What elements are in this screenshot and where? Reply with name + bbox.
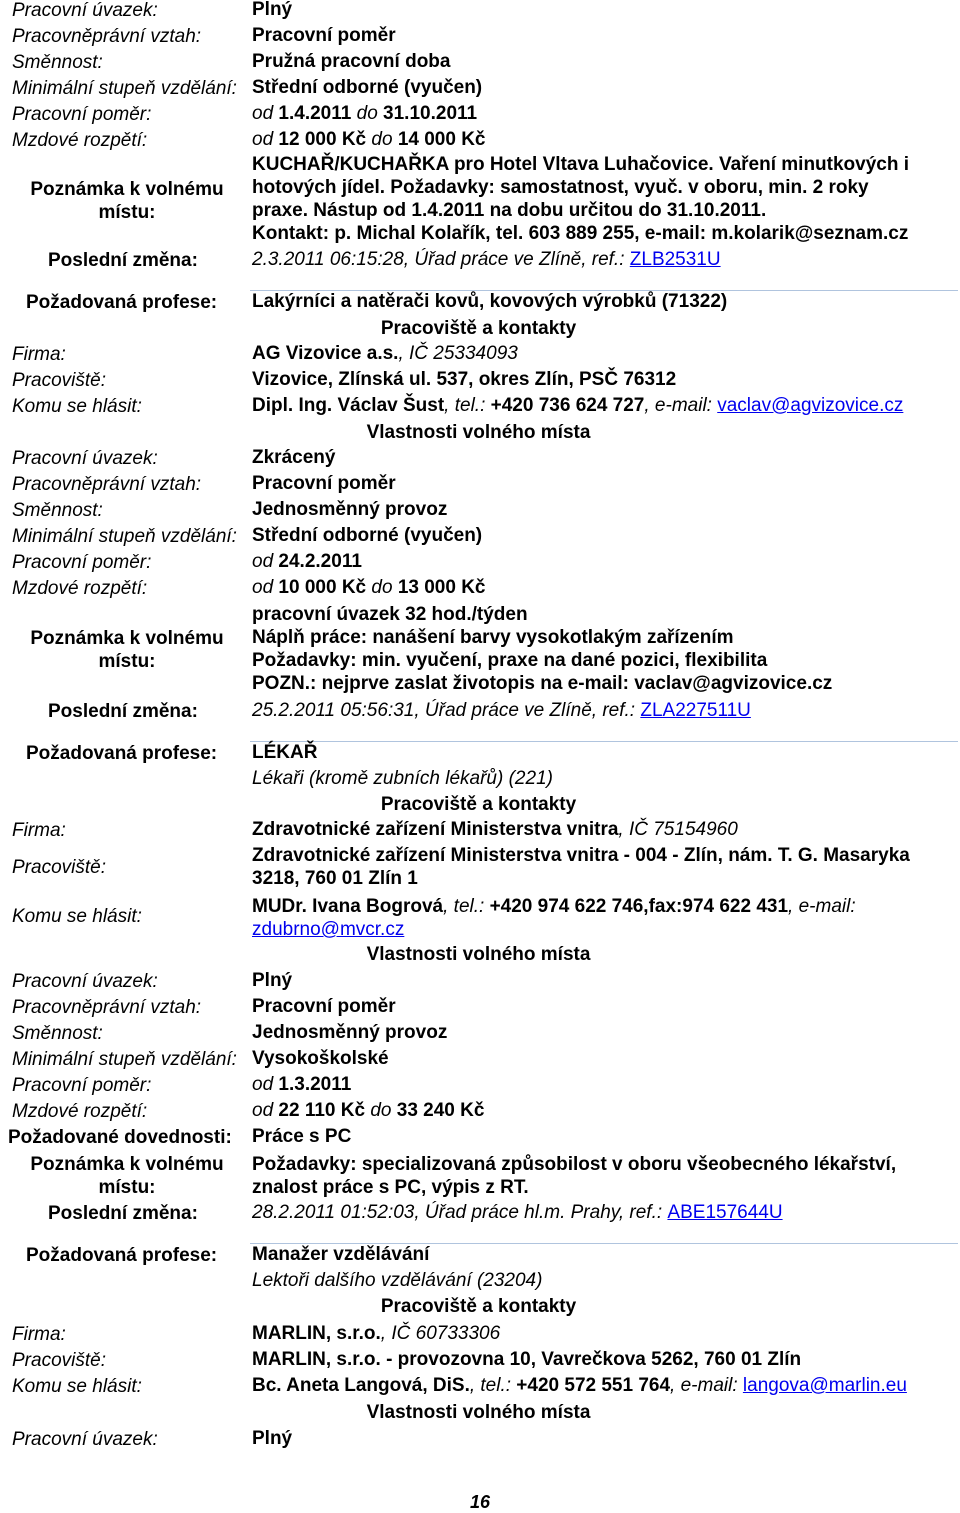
pomer-label: Pracovní poměr: bbox=[12, 552, 152, 573]
vzdelani-label: Minimální stupeň vzdělání: bbox=[12, 526, 237, 547]
profese-value: Lakýrníci a natěrači kovů, kovových výrobků (71322) bbox=[252, 291, 728, 312]
komu-label: Komu se hlásit: bbox=[12, 396, 142, 417]
section-vlastnosti: Vlastnosti volného místa bbox=[366, 422, 591, 443]
pracoviste-value: MARLIN, s.r.o. - provozovna 10, Vavrečkova 5262, 760 01 Zlín bbox=[252, 1349, 802, 1370]
mzda-label: Mzdové rozpětí: bbox=[12, 130, 148, 151]
pracoviste-label: Pracoviště: bbox=[12, 857, 106, 878]
pracoviste-value: Vizovice, Zlínská ul. 537, okres Zlín, PSČ 76312 bbox=[252, 369, 677, 390]
zmena-value: 25.2.2011 05:56:31, Úřad práce ve Zlíně, ref.: ZLA227511U bbox=[252, 700, 751, 721]
vztah-label: Pracovněprávní vztah: bbox=[12, 26, 202, 47]
ref-link[interactable]: ABE157644U bbox=[667, 1202, 783, 1223]
mzda-label: Mzdové rozpětí: bbox=[12, 578, 148, 599]
section-vlastnosti: Vlastnosti volného místa bbox=[366, 944, 591, 965]
vzdelani-value: Vysokoškolské bbox=[252, 1048, 389, 1069]
dovednosti-value: Práce s PC bbox=[252, 1126, 352, 1147]
pracoviste-label: Pracoviště: bbox=[12, 1350, 106, 1371]
komu-label: Komu se hlásit: bbox=[12, 906, 142, 927]
komu-value: Dipl. Ing. Václav Šust, tel.: +420 736 624 727, e-mail: vaclav@agvizovice.cz bbox=[252, 395, 904, 416]
section-kontakty: Pracoviště a kontakty bbox=[380, 318, 577, 339]
ref-link[interactable]: ZLB2531U bbox=[629, 249, 721, 270]
zmena-label: Poslední změna: bbox=[48, 250, 198, 271]
firma-label: Firma: bbox=[12, 344, 66, 365]
section-kontakty: Pracoviště a kontakty bbox=[380, 794, 577, 815]
mzda-value: od 22 110 Kč do 33 240 Kč bbox=[252, 1100, 485, 1121]
uvazek-value: Plný bbox=[252, 1428, 293, 1449]
firma-value: AG Vizovice a.s., IČ 25334093 bbox=[252, 343, 518, 364]
mzda-label: Mzdové rozpětí: bbox=[12, 1101, 148, 1122]
komu-value: MUDr. Ivana Bogrová, tel.: +420 974 622 746,fax:974 622 431, e-mail: zdubrno@mvcr.cz bbox=[252, 896, 856, 940]
vztah-label: Pracovněprávní vztah: bbox=[12, 474, 202, 495]
email-link[interactable]: zdubrno@mvcr.cz bbox=[252, 919, 405, 940]
vzdelani-label: Minimální stupeň vzdělání: bbox=[12, 78, 237, 99]
poznamka-value: Požadavky: specializovaná způsobilost v oboru všeobecného lékařství, znalost práce s PC, výpis z RT. bbox=[252, 1154, 897, 1198]
firma-label: Firma: bbox=[12, 820, 66, 841]
profese-value: Manažer vzdělávání bbox=[252, 1244, 430, 1265]
komu-value: Bc. Aneta Langová, DiS., tel.: +420 572 551 764, e-mail: langova@marlin.eu bbox=[252, 1375, 907, 1396]
dovednosti-label: Požadované dovednosti: bbox=[8, 1127, 232, 1148]
profese-label: Požadovaná profese: bbox=[26, 292, 218, 313]
zmena-value: 28.2.2011 01:52:03, Úřad práce hl.m. Prahy, ref.: ABE157644U bbox=[252, 1202, 783, 1223]
poznamka-value: KUCHAŘ/KUCHAŘKA pro Hotel Vltava Luhačovice. Vaření minutkových i hotových jídel. Požadavky: samostatnost, vyuč. v oboru, min. 2 roky praxe. Nástup od 1.4.2011 na dobu určitou do 31.10.2011. Kontakt: p. Michal Kolařík, tel. 603 889 255, e-mail: m.kolarik@seznam.cz bbox=[252, 154, 910, 244]
pomer-value: od 24.2.2011 bbox=[252, 551, 362, 572]
vzdelani-value: Střední odborné (vyučen) bbox=[252, 525, 483, 546]
smennost-value: Jednosměnný provoz bbox=[252, 1022, 448, 1043]
pracoviste-label: Pracoviště: bbox=[12, 370, 106, 391]
poznamka-label: Poznámka k volnému místu: bbox=[30, 1154, 224, 1198]
zmena-value: 2.3.2011 06:15:28, Úřad práce ve Zlíně, ref.: ZLB2531U bbox=[252, 249, 721, 270]
page-number: 16 bbox=[469, 1492, 491, 1512]
pomer-value: od 1.4.2011 do 31.10.2011 bbox=[252, 103, 478, 124]
uvazek-label: Pracovní úvazek: bbox=[12, 1429, 158, 1450]
email-link[interactable]: vaclav@agvizovice.cz bbox=[717, 395, 904, 416]
profese-sub: Lektoři dalšího vzdělávání (23204) bbox=[252, 1270, 543, 1291]
smennost-value: Jednosměnný provoz bbox=[252, 499, 448, 520]
smennost-label: Směnnost: bbox=[12, 52, 103, 73]
pomer-label: Pracovní poměr: bbox=[12, 104, 152, 125]
zmena-label: Poslední změna: bbox=[48, 701, 198, 722]
profese-label: Požadovaná profese: bbox=[26, 1245, 218, 1266]
vzdelani-value: Střední odborné (vyučen) bbox=[252, 77, 483, 98]
uvazek-value: Plný bbox=[252, 970, 293, 991]
smennost-label: Směnnost: bbox=[12, 1023, 103, 1044]
vzdelani-label: Minimální stupeň vzdělání: bbox=[12, 1049, 237, 1070]
mzda-value: od 10 000 Kč do 13 000 Kč bbox=[252, 577, 486, 598]
poznamka-value: pracovní úvazek 32 hod./týden Náplň práce: nanášení barvy vysokotlakým zařízením Požadavky: min. vyučení, praxe na dané pozici, flexibilita POZN.: nejprve zaslat životopis na e-mail: vaclav@agvizovice.cz bbox=[252, 604, 833, 694]
zmena-label: Poslední změna: bbox=[48, 1203, 198, 1224]
firma-label: Firma: bbox=[12, 1324, 66, 1345]
profese-value: LÉKAŘ bbox=[252, 742, 318, 763]
uvazek-value: Zkrácený bbox=[252, 447, 336, 468]
vztah-value: Pracovní poměr bbox=[252, 473, 396, 494]
poznamka-label: Poznámka k volnému místu: bbox=[30, 628, 224, 672]
firma-value: Zdravotnické zařízení Ministerstva vnitra, IČ 75154960 bbox=[252, 819, 738, 840]
firma-value: MARLIN, s.r.o., IČ 60733306 bbox=[252, 1323, 501, 1344]
uvazek-label: Pracovní úvazek: bbox=[12, 448, 158, 469]
uvazek-value: Plný bbox=[252, 0, 293, 20]
uvazek-label: Pracovní úvazek: bbox=[12, 0, 158, 21]
uvazek-label: Pracovní úvazek: bbox=[12, 971, 158, 992]
email-link[interactable]: langova@marlin.eu bbox=[742, 1375, 907, 1396]
smennost-value: Pružná pracovní doba bbox=[252, 51, 451, 72]
ref-link[interactable]: ZLA227511U bbox=[640, 700, 751, 721]
section-vlastnosti: Vlastnosti volného místa bbox=[366, 1402, 591, 1423]
profese-label: Požadovaná profese: bbox=[26, 743, 218, 764]
poznamka-label: Poznámka k volnému místu: bbox=[30, 179, 224, 223]
pracoviste-value: Zdravotnické zařízení Ministerstva vnitra - 004 - Zlín, nám. T. G. Masaryka 3218, 760 01 Zlín 1 bbox=[252, 845, 910, 889]
vztah-label: Pracovněprávní vztah: bbox=[12, 997, 202, 1018]
pomer-label: Pracovní poměr: bbox=[12, 1075, 152, 1096]
vztah-value: Pracovní poměr bbox=[252, 25, 396, 46]
smennost-label: Směnnost: bbox=[12, 500, 103, 521]
pomer-value: od 1.3.2011 bbox=[252, 1074, 352, 1095]
vztah-value: Pracovní poměr bbox=[252, 996, 396, 1017]
section-kontakty: Pracoviště a kontakty bbox=[380, 1296, 577, 1317]
komu-label: Komu se hlásit: bbox=[12, 1376, 142, 1397]
profese-sub: Lékaři (kromě zubních lékařů) (221) bbox=[252, 768, 553, 789]
mzda-value: od 12 000 Kč do 14 000 Kč bbox=[252, 129, 486, 150]
